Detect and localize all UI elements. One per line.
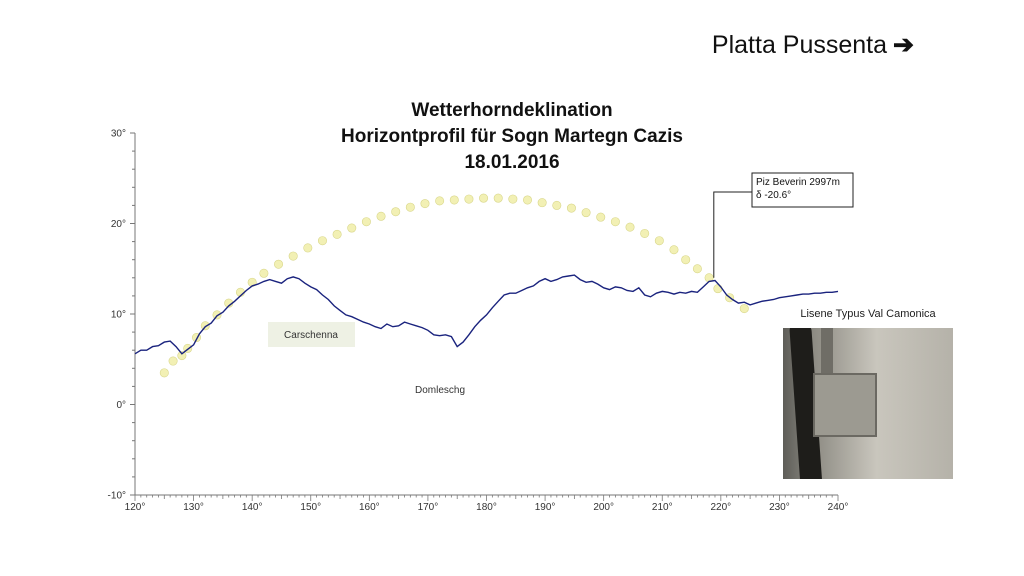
y-tick-label: 30°: [110, 128, 126, 140]
sun-position-point: [169, 357, 177, 365]
sun-position-point: [362, 217, 370, 225]
sun-position-point: [406, 203, 414, 211]
sun-position-point: [509, 195, 517, 203]
arrow-right-icon: ➔: [893, 31, 914, 59]
photo-pillar: [821, 328, 833, 378]
x-tick-label: 170°: [417, 502, 439, 513]
x-tick-label: 200°: [593, 502, 615, 513]
sun-position-point: [538, 198, 546, 206]
sun-position-point: [494, 194, 502, 202]
carschenna-label: Carschenna: [284, 330, 338, 341]
sun-position-point: [391, 208, 399, 216]
sun-position-point: [626, 223, 634, 231]
chart-title-line-1: Wetterhorndeklination: [411, 100, 613, 121]
x-tick-label: 180°: [476, 502, 497, 513]
horizon-profile-line: [135, 275, 838, 354]
x-tick-label: 160°: [358, 502, 380, 513]
piz-beverin-declination: δ -20.6°: [756, 190, 792, 201]
x-tick-label: 210°: [651, 502, 673, 513]
sun-position-point: [655, 236, 663, 244]
domleschg-label: Domleschg: [414, 385, 466, 396]
x-tick-label: 220°: [710, 502, 732, 513]
sun-position-point: [523, 196, 531, 204]
sun-position-point: [435, 197, 443, 205]
slide-title-text: Platta Pussenta: [711, 31, 888, 59]
photo-carved-block: [813, 373, 877, 437]
x-tick-label: 120°: [124, 502, 146, 513]
sun-position-point: [304, 244, 312, 252]
sun-position-point: [553, 201, 561, 209]
sun-position-point: [693, 265, 701, 273]
sun-position-point: [274, 260, 282, 268]
sun-position-point: [201, 322, 209, 330]
sun-position-point: [582, 208, 590, 216]
x-tick-label: 130°: [183, 502, 204, 513]
sun-position-point: [318, 236, 326, 244]
sun-position-point: [260, 269, 268, 277]
y-tick-label: 10°: [110, 309, 126, 321]
sun-position-point: [348, 224, 356, 232]
sun-position-point: [479, 194, 487, 202]
y-tick-label: -10°: [107, 490, 126, 502]
photo-caption: Lisene Typus Val Camonica: [800, 308, 936, 320]
sun-position-point: [289, 252, 297, 260]
sun-position-point: [681, 256, 689, 264]
y-tick-label: 20°: [110, 219, 126, 230]
pilaster-photo: [783, 328, 953, 479]
sun-position-point: [670, 246, 678, 254]
sun-position-point: [740, 304, 748, 312]
sun-position-point: [421, 199, 429, 207]
x-tick-label: 190°: [534, 502, 556, 513]
sun-position-point: [611, 217, 619, 225]
sun-position-point: [465, 195, 473, 203]
sun-position-point: [450, 196, 458, 204]
chart-title-line-2: Horizontprofil für Sogn Martegn Cazis: [341, 126, 683, 147]
sun-position-point: [377, 212, 385, 220]
sun-position-point: [597, 213, 605, 221]
y-tick-label: 0°: [116, 400, 126, 411]
sun-position-point: [160, 369, 168, 377]
x-tick-label: 150°: [300, 502, 322, 513]
piz-beverin-label: Piz Beverin 2997m: [756, 177, 840, 188]
sun-position-point: [213, 311, 221, 319]
sun-position-point: [333, 230, 341, 238]
piz-beverin-leader-line: [714, 192, 752, 278]
x-tick-label: 230°: [769, 502, 790, 513]
sun-position-point: [640, 229, 648, 237]
x-tick-label: 140°: [241, 502, 263, 513]
chart-title-line-3: 18.01.2016: [464, 152, 560, 173]
sun-position-point: [714, 284, 722, 292]
sun-position-point: [567, 204, 575, 212]
x-tick-label: 240°: [827, 502, 849, 513]
